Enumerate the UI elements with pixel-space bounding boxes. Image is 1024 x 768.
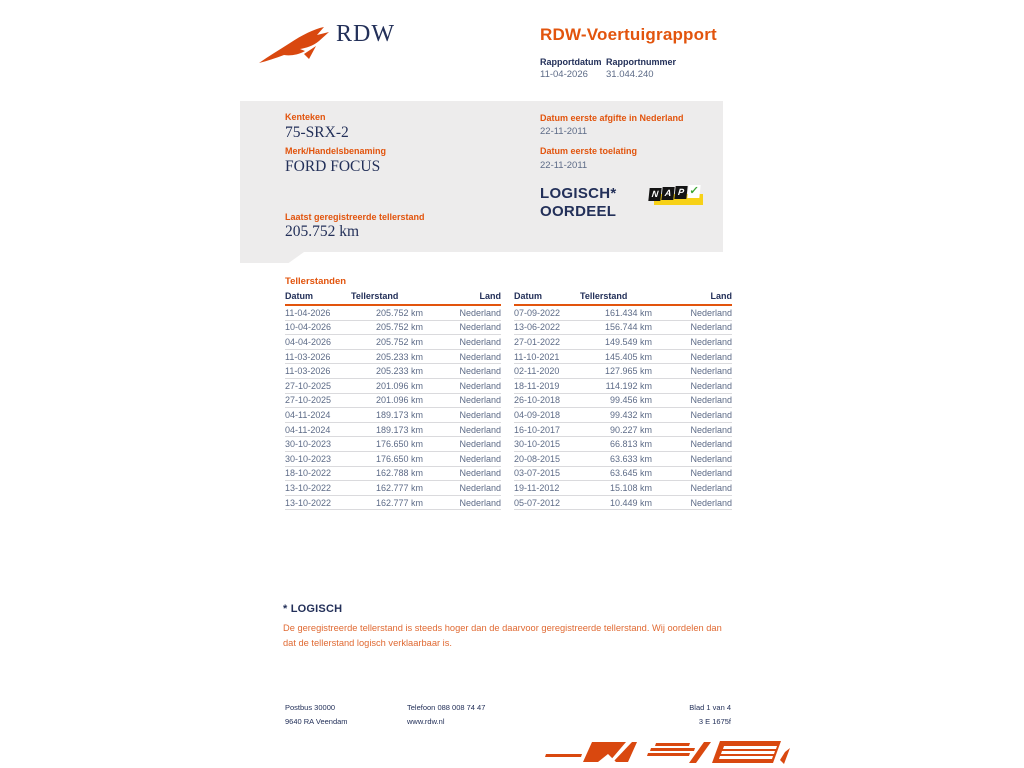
- cell-land: Nederland: [459, 351, 501, 362]
- merk-label: Merk/Handelsbenaming: [285, 146, 387, 156]
- cell-datum: 04-11-2024: [285, 424, 331, 435]
- oordeel-line2: OORDEEL: [540, 203, 617, 220]
- cell-datum: 26-10-2018: [514, 395, 561, 406]
- laatste-tellerstand-value: 205.752 km: [285, 223, 360, 240]
- table-row: [285, 408, 501, 423]
- table-row: [514, 306, 732, 321]
- cell-land: Nederland: [459, 424, 501, 435]
- cell-land: Nederland: [690, 336, 732, 347]
- cell-tellerstand: 205.233 km: [375, 366, 423, 377]
- cell-land: Nederland: [690, 322, 732, 333]
- table-row: [514, 496, 732, 511]
- oordeel-text: [540, 185, 617, 221]
- cell-land: Nederland: [690, 482, 732, 493]
- table-row: [514, 394, 732, 409]
- tellerstanden-table-right: [514, 291, 732, 510]
- cell-datum: 03-07-2015: [514, 468, 561, 479]
- kenteken-value: 75-SRX-2: [285, 124, 349, 141]
- cell-datum: 30-10-2015: [514, 439, 561, 450]
- cell-tellerstand: 205.752 km: [375, 322, 423, 333]
- cell-datum: 04-11-2024: [285, 409, 331, 420]
- cell-tellerstand: 145.405 km: [604, 351, 652, 362]
- cell-tellerstand: 176.650 km: [375, 453, 423, 464]
- cell-land: Nederland: [690, 468, 732, 479]
- cell-land: Nederland: [459, 409, 501, 420]
- table-header-row: [514, 291, 732, 306]
- cell-tellerstand: 99.432 km: [609, 409, 652, 420]
- laatste-tellerstand-label: Laatst geregistreerde tellerstand: [285, 212, 425, 222]
- cell-tellerstand: 99.456 km: [609, 395, 652, 406]
- table-row: [514, 423, 732, 438]
- cell-datum: 07-09-2022: [514, 307, 561, 318]
- cell-datum: 05-07-2012: [514, 497, 561, 508]
- cell-tellerstand: 161.434 km: [604, 307, 652, 318]
- cell-datum: 30-10-2023: [285, 439, 332, 450]
- table-row: [285, 481, 501, 496]
- column-header-land: Land: [710, 291, 732, 301]
- cell-land: Nederland: [690, 453, 732, 464]
- toelating-label: Datum eerste toelating: [540, 146, 638, 156]
- footer-decoration-graphic: [538, 736, 790, 767]
- merk-value: FORD FOCUS: [285, 158, 381, 175]
- cell-land: Nederland: [690, 439, 732, 450]
- footer-postbus: Postbus 30000: [285, 703, 336, 712]
- table-row: [285, 379, 501, 394]
- table-row: [285, 496, 501, 511]
- cell-land: Nederland: [459, 439, 501, 450]
- kenteken-label: Kenteken: [285, 112, 326, 122]
- nap-letter-a: A: [661, 187, 674, 200]
- table-header-row: [285, 291, 501, 306]
- cell-datum: 20-08-2015: [514, 453, 561, 464]
- table-row: [514, 350, 732, 365]
- footer-form-code: 3 E 1675f: [698, 717, 731, 726]
- nap-letter-p: P: [674, 186, 687, 199]
- cell-tellerstand: 114.192 km: [605, 380, 652, 391]
- report-number-label: Rapportnummer: [606, 57, 677, 67]
- column-header-tellerstand: Tellerstand: [580, 291, 628, 301]
- cell-tellerstand: 189.173 km: [375, 409, 423, 420]
- cell-tellerstand: 63.645 km: [609, 468, 652, 479]
- cell-land: Nederland: [459, 380, 501, 391]
- rdw-wordmark: RDW: [336, 21, 395, 47]
- table-row: [285, 423, 501, 438]
- cell-datum: 11-10-2021: [514, 351, 560, 362]
- cell-land: Nederland: [459, 468, 501, 479]
- tellerstanden-table-left: [285, 291, 501, 510]
- rdw-bird-icon: [256, 26, 334, 66]
- column-header-land: Land: [479, 291, 501, 301]
- tellerstanden-section: [285, 276, 732, 510]
- column-header-tellerstand: Tellerstand: [351, 291, 399, 301]
- table-row: [285, 306, 501, 321]
- column-header-datum: Datum: [514, 291, 543, 301]
- table-row: [285, 364, 501, 379]
- cell-tellerstand: 205.752 km: [375, 336, 423, 347]
- cell-datum: 11-04-2026: [285, 307, 331, 318]
- table-row: [514, 379, 732, 394]
- cell-datum: 27-10-2025: [285, 380, 332, 391]
- footer-website: www.rdw.nl: [407, 717, 445, 726]
- cell-land: Nederland: [690, 424, 732, 435]
- table-row: [285, 394, 501, 409]
- toelating-value: 22-11-2011: [540, 160, 588, 171]
- afgifte-label: Datum eerste afgifte in Nederland: [540, 113, 684, 123]
- cell-land: Nederland: [690, 395, 732, 406]
- cell-tellerstand: 162.788 km: [375, 468, 423, 479]
- table-row: [514, 321, 732, 336]
- cell-datum: 27-10-2025: [285, 395, 332, 406]
- report-title: RDW-Voertuigrapport: [540, 25, 717, 44]
- cell-datum: 30-10-2023: [285, 453, 332, 464]
- cell-tellerstand: 201.096 km: [375, 380, 423, 391]
- table-row: [285, 335, 501, 350]
- cell-land: Nederland: [459, 453, 501, 464]
- cell-tellerstand: 10.449 km: [609, 497, 652, 508]
- footer-page-indicator: Blad 1 van 4: [689, 703, 731, 712]
- oordeel-line1: LOGISCH*: [540, 185, 617, 202]
- cell-datum: 02-11-2020: [514, 366, 560, 377]
- cell-land: Nederland: [459, 307, 501, 318]
- table-row: [514, 364, 732, 379]
- nap-check-icon: ✓: [688, 185, 700, 197]
- cell-land: Nederland: [459, 322, 501, 333]
- cell-datum: 13-06-2022: [514, 322, 561, 333]
- cell-land: Nederland: [459, 366, 501, 377]
- table-row: [514, 452, 732, 467]
- cell-tellerstand: 162.777 km: [375, 482, 423, 493]
- cell-tellerstand: 149.549 km: [604, 336, 652, 347]
- tellerstanden-title: Tellerstanden: [285, 276, 347, 287]
- table-row: [514, 335, 732, 350]
- cell-land: Nederland: [459, 482, 501, 493]
- cell-land: Nederland: [459, 336, 501, 347]
- cell-datum: 11-03-2026: [285, 351, 331, 362]
- footer-contact: [407, 701, 485, 729]
- footer-phone: Telefoon 088 008 74 47: [407, 703, 486, 712]
- cell-datum: 18-10-2022: [285, 468, 332, 479]
- cell-land: Nederland: [690, 366, 732, 377]
- table-row: [285, 467, 501, 482]
- cell-tellerstand: 127.965 km: [604, 366, 652, 377]
- logisch-footnote: [283, 603, 723, 651]
- cell-land: Nederland: [690, 307, 732, 318]
- footer-address: [285, 701, 348, 729]
- cell-land: Nederland: [459, 497, 501, 508]
- cell-datum: 13-10-2022: [285, 497, 332, 508]
- report-date-label: Rapportdatum: [540, 57, 602, 67]
- cell-datum: 11-03-2026: [285, 366, 331, 377]
- cell-datum: 10-04-2026: [285, 322, 332, 333]
- footnote-heading: * LOGISCH: [283, 603, 343, 615]
- cell-tellerstand: 176.650 km: [375, 439, 423, 450]
- cell-datum: 16-10-2017: [514, 424, 561, 435]
- table-row: [285, 452, 501, 467]
- cell-land: Nederland: [690, 497, 732, 508]
- table-row: [514, 408, 732, 423]
- table-row: [285, 350, 501, 365]
- column-header-datum: Datum: [285, 291, 314, 301]
- cell-land: Nederland: [459, 395, 501, 406]
- footer-city: 9640 RA Veendam: [285, 717, 348, 726]
- nap-letter-n: N: [648, 188, 661, 201]
- cell-tellerstand: 90.227 km: [609, 424, 652, 435]
- table-row: [285, 437, 501, 452]
- cell-datum: 04-04-2026: [285, 336, 332, 347]
- cell-tellerstand: 201.096 km: [375, 395, 423, 406]
- cell-tellerstand: 162.777 km: [375, 497, 423, 508]
- cell-land: Nederland: [690, 380, 732, 391]
- cell-tellerstand: 66.813 km: [609, 439, 652, 450]
- cell-tellerstand: 205.233 km: [375, 351, 423, 362]
- cell-tellerstand: 189.173 km: [375, 424, 423, 435]
- cell-datum: 13-10-2022: [285, 482, 332, 493]
- cell-land: Nederland: [690, 351, 732, 362]
- cell-tellerstand: 15.108 km: [609, 482, 652, 493]
- table-row: [514, 467, 732, 482]
- cell-datum: 04-09-2018: [514, 409, 561, 420]
- report-date-value: 11-04-2026: [540, 69, 588, 80]
- cell-datum: 27-01-2022: [514, 336, 561, 347]
- cell-land: Nederland: [690, 409, 732, 420]
- cell-tellerstand: 156.744 km: [604, 322, 652, 333]
- footer-pageinfo: [631, 701, 731, 729]
- cell-tellerstand: 63.633 km: [609, 453, 652, 464]
- afgifte-value: 22-11-2011: [540, 126, 588, 137]
- cell-datum: 18-11-2019: [514, 380, 560, 391]
- table-row: [514, 481, 732, 496]
- table-row: [514, 437, 732, 452]
- report-number-value: 31.044.240: [606, 69, 654, 80]
- table-row: [285, 321, 501, 336]
- vehicle-summary-box-tab: [240, 252, 304, 263]
- footnote-text: De geregistreerde tellerstand is steeds hoger dan de daarvoor geregistreerde tellerstand. Wij oordelen dan dat de tellerstand logisch verklaarbaar is.: [283, 623, 722, 648]
- cell-datum: 19-11-2012: [514, 482, 560, 493]
- cell-tellerstand: 205.752 km: [375, 307, 423, 318]
- vehicle-summary-box: [240, 101, 723, 252]
- nap-logo: [648, 184, 704, 211]
